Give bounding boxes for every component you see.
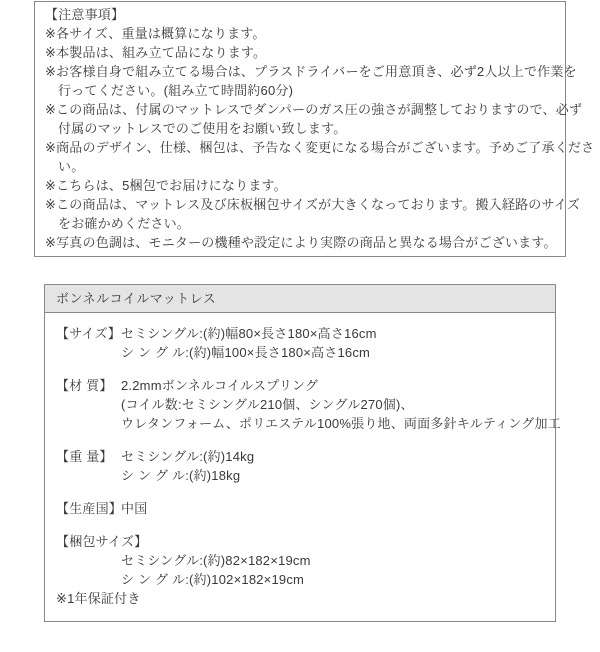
spec-label-size: 【サイズ】 bbox=[56, 326, 121, 341]
mattress-spec-box bbox=[44, 284, 561, 622]
notice-line-continuation: 行ってください。(組み立て時間約60分) bbox=[58, 83, 294, 98]
notice-line: ※この商品は、マットレス及び床板梱包サイズが大きくなっております。搬入経路のサイズ bbox=[45, 197, 581, 212]
notice-line: ※本製品は、組み立て品になります。 bbox=[45, 45, 267, 60]
spec-row-size bbox=[56, 324, 544, 362]
spec-value: セミシングル:(約)幅80×長さ180×高さ16cm bbox=[121, 326, 377, 341]
spec-value: セミシングル:(約)82×182×19cm bbox=[121, 553, 311, 568]
notice-line: ※こちらは、5梱包でお届けになります。 bbox=[45, 178, 287, 193]
spec-values-size bbox=[121, 324, 377, 362]
spec-value: 2.2mmボンネルコイルスプリング bbox=[121, 378, 319, 393]
spec-label-weight: 【重 量】 bbox=[56, 449, 113, 464]
spec-value: シ ン グ ル:(約)102×182×19cm bbox=[121, 572, 305, 587]
spec-value: シ ン グ ル:(約)幅100×長さ180×高さ16cm bbox=[121, 345, 371, 360]
spec-values-material bbox=[121, 376, 561, 433]
warranty-footnote: ※1年保証付き bbox=[56, 591, 141, 606]
spec-box-header: ボンネルコイルマットレス bbox=[45, 285, 555, 313]
spec-label-package-size: 【梱包サイズ】 bbox=[56, 534, 148, 549]
notice-box bbox=[34, 1, 595, 257]
spec-label-country: 【生産国】 bbox=[56, 501, 123, 516]
notice-line: ※各サイズ、重量は概算になります。 bbox=[45, 26, 266, 41]
notice-line: ※写真の色調は、モニターの機種や設定により実際の商品と異なる場合がございます。 bbox=[45, 235, 557, 250]
spec-value: 中国 bbox=[121, 501, 148, 516]
notice-line: ※お客様自身で組み立てる場合は、プラスドライバーをご用意頂き、必ず2人以上で作業を bbox=[45, 64, 577, 79]
spec-values-country bbox=[121, 499, 147, 518]
spec-values-package-size bbox=[121, 551, 544, 589]
notice-line-continuation: い。 bbox=[58, 159, 85, 174]
notice-line-continuation: をお確かめください。 bbox=[58, 216, 191, 231]
spec-row-package-size bbox=[56, 532, 544, 589]
notice-line-continuation: 付属のマットレスでのご使用をお願い致します。 bbox=[58, 121, 347, 136]
notice-line: ※商品のデザイン、仕様、梱包は、予告なく変更になる場合がございます。予めご了承くださ bbox=[45, 140, 595, 155]
spec-value: シ ン グ ル:(約)18kg bbox=[121, 468, 241, 483]
spec-row-country bbox=[56, 499, 544, 518]
spec-row-weight bbox=[56, 447, 544, 485]
spec-label-material: 【材 質】 bbox=[56, 378, 113, 393]
spec-value: ウレタンフォーム、ポリエステル100%張り地、両面多針キルティング加工 bbox=[121, 416, 561, 431]
spec-value: セミシングル:(約)14kg bbox=[121, 449, 255, 464]
notice-line: ※この商品は、付属のマットレスでダンパーのガス圧の強さが調整しておりますので、必ず bbox=[45, 102, 583, 117]
spec-box-body bbox=[45, 313, 561, 621]
spec-value: (コイル数:セミシングル210個、シングル270個)、 bbox=[121, 397, 414, 412]
spec-row-material bbox=[56, 376, 561, 433]
notice-title: 【注意事項】 bbox=[45, 7, 125, 22]
spec-values-weight bbox=[121, 447, 254, 485]
